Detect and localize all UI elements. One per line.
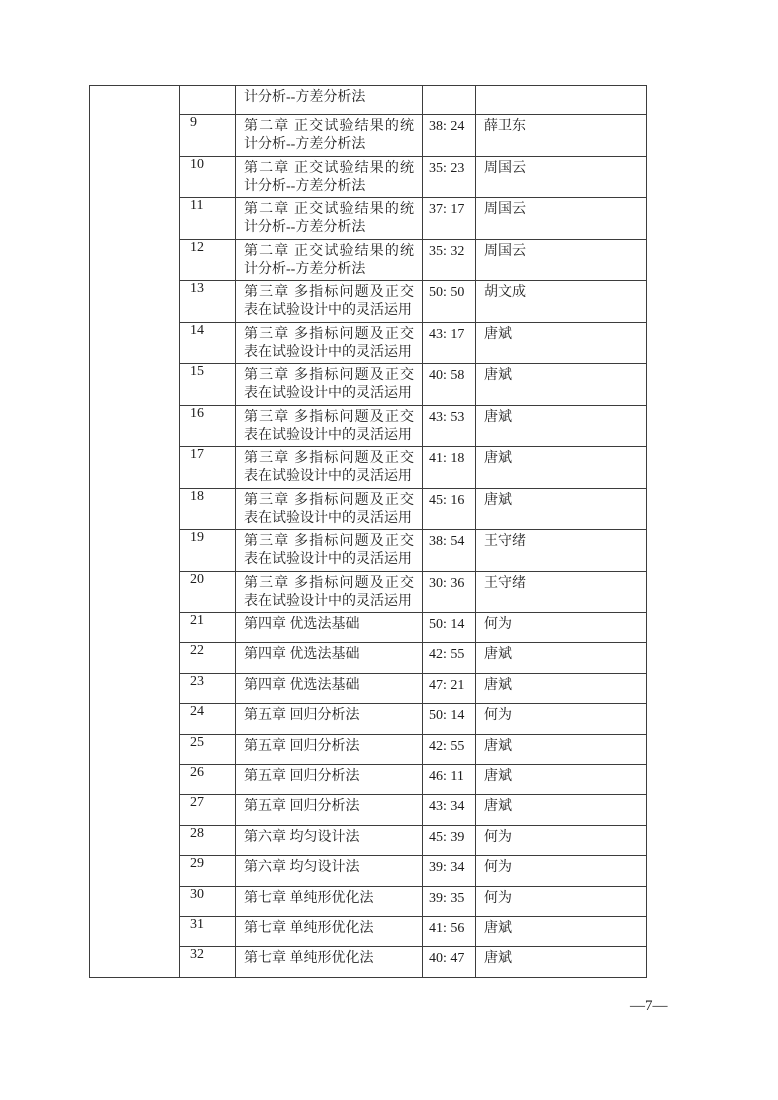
speaker-cell: 唐斌 (476, 673, 647, 703)
title-cell: 第二章 正交试验结果的统计分析--方差分析法 (236, 156, 423, 198)
speaker-cell (476, 86, 647, 115)
speaker-cell: 周国云 (476, 156, 647, 198)
duration-cell: 39: 34 (423, 856, 476, 886)
duration-cell: 35: 23 (423, 156, 476, 198)
row-number-cell: 31 (180, 916, 236, 946)
title-cell: 第三章 多指标问题及正交表在试验设计中的灵活运用 (236, 530, 423, 572)
row-number-cell: 15 (180, 364, 236, 406)
title-cell: 第六章 均匀设计法 (236, 856, 423, 886)
duration-cell: 38: 54 (423, 530, 476, 572)
merged-left-cell (90, 86, 180, 978)
title-cell: 计分析--方差分析法 (236, 86, 423, 115)
row-number-cell: 22 (180, 643, 236, 673)
row-number-cell: 19 (180, 530, 236, 572)
speaker-cell: 唐斌 (476, 488, 647, 530)
row-number-cell: 32 (180, 947, 236, 977)
title-cell: 第三章 多指标问题及正交表在试验设计中的灵活运用 (236, 488, 423, 530)
duration-cell: 50: 14 (423, 704, 476, 734)
title-cell: 第二章 正交试验结果的统计分析--方差分析法 (236, 115, 423, 157)
speaker-cell: 唐斌 (476, 947, 647, 977)
row-number-cell: 29 (180, 856, 236, 886)
title-cell: 第四章 优选法基础 (236, 613, 423, 643)
speaker-cell: 唐斌 (476, 764, 647, 794)
title-cell: 第七章 单纯形优化法 (236, 916, 423, 946)
duration-cell: 46: 11 (423, 764, 476, 794)
title-cell: 第七章 单纯形优化法 (236, 886, 423, 916)
title-cell: 第二章 正交试验结果的统计分析--方差分析法 (236, 198, 423, 240)
speaker-cell: 唐斌 (476, 447, 647, 489)
page-number: —7— (630, 998, 668, 1014)
duration-cell: 30: 36 (423, 571, 476, 613)
row-number-cell: 27 (180, 795, 236, 825)
title-cell: 第二章 正交试验结果的统计分析--方差分析法 (236, 239, 423, 281)
speaker-cell: 唐斌 (476, 405, 647, 447)
duration-cell: 43: 17 (423, 322, 476, 364)
row-number-cell: 17 (180, 447, 236, 489)
speaker-cell: 唐斌 (476, 322, 647, 364)
duration-cell: 42: 55 (423, 643, 476, 673)
title-cell: 第三章 多指标问题及正交表在试验设计中的灵活运用 (236, 571, 423, 613)
title-cell: 第六章 均匀设计法 (236, 825, 423, 855)
title-cell: 第三章 多指标问题及正交表在试验设计中的灵活运用 (236, 447, 423, 489)
speaker-cell: 唐斌 (476, 734, 647, 764)
row-number-cell: 24 (180, 704, 236, 734)
speaker-cell: 唐斌 (476, 364, 647, 406)
duration-cell: 45: 39 (423, 825, 476, 855)
speaker-cell: 胡文成 (476, 281, 647, 323)
row-number-cell: 10 (180, 156, 236, 198)
title-cell: 第三章 多指标问题及正交表在试验设计中的灵活运用 (236, 364, 423, 406)
duration-cell: 45: 16 (423, 488, 476, 530)
title-cell: 第五章 回归分析法 (236, 704, 423, 734)
row-number-cell: 30 (180, 886, 236, 916)
title-cell: 第四章 优选法基础 (236, 673, 423, 703)
title-cell: 第五章 回归分析法 (236, 734, 423, 764)
title-cell: 第七章 单纯形优化法 (236, 947, 423, 977)
lecture-table-container (89, 85, 647, 978)
row-number-cell: 16 (180, 405, 236, 447)
duration-cell: 37: 17 (423, 198, 476, 240)
title-cell: 第三章 多指标问题及正交表在试验设计中的灵活运用 (236, 281, 423, 323)
duration-cell (423, 86, 476, 115)
row-number-cell: 14 (180, 322, 236, 364)
speaker-cell: 何为 (476, 886, 647, 916)
row-number-cell: 9 (180, 115, 236, 157)
title-cell: 第三章 多指标问题及正交表在试验设计中的灵活运用 (236, 405, 423, 447)
speaker-cell: 何为 (476, 825, 647, 855)
row-number-cell: 11 (180, 198, 236, 240)
duration-cell: 50: 50 (423, 281, 476, 323)
speaker-cell: 唐斌 (476, 643, 647, 673)
duration-cell: 41: 56 (423, 916, 476, 946)
speaker-cell: 周国云 (476, 198, 647, 240)
row-number-cell: 25 (180, 734, 236, 764)
speaker-cell: 唐斌 (476, 916, 647, 946)
title-cell: 第三章 多指标问题及正交表在试验设计中的灵活运用 (236, 322, 423, 364)
row-number-cell: 28 (180, 825, 236, 855)
duration-cell: 39: 35 (423, 886, 476, 916)
duration-cell: 43: 53 (423, 405, 476, 447)
duration-cell: 35: 32 (423, 239, 476, 281)
row-number-cell: 26 (180, 764, 236, 794)
duration-cell: 40: 58 (423, 364, 476, 406)
title-cell: 第五章 回归分析法 (236, 795, 423, 825)
speaker-cell: 何为 (476, 704, 647, 734)
speaker-cell: 何为 (476, 613, 647, 643)
speaker-cell: 唐斌 (476, 795, 647, 825)
duration-cell: 42: 55 (423, 734, 476, 764)
row-number-cell: 21 (180, 613, 236, 643)
table-body (90, 86, 647, 978)
row-number-cell: 13 (180, 281, 236, 323)
duration-cell: 38: 24 (423, 115, 476, 157)
duration-cell: 40: 47 (423, 947, 476, 977)
speaker-cell: 周国云 (476, 239, 647, 281)
row-number-cell: 20 (180, 571, 236, 613)
duration-cell: 50: 14 (423, 613, 476, 643)
title-cell: 第四章 优选法基础 (236, 643, 423, 673)
duration-cell: 41: 18 (423, 447, 476, 489)
row-number-cell: 12 (180, 239, 236, 281)
speaker-cell: 王守绪 (476, 571, 647, 613)
duration-cell: 47: 21 (423, 673, 476, 703)
duration-cell: 43: 34 (423, 795, 476, 825)
table-row-continuation (90, 86, 647, 115)
row-number-cell: 23 (180, 673, 236, 703)
title-cell: 第五章 回归分析法 (236, 764, 423, 794)
row-number-cell (180, 86, 236, 115)
speaker-cell: 何为 (476, 856, 647, 886)
lecture-table (89, 85, 647, 978)
speaker-cell: 薛卫东 (476, 115, 647, 157)
row-number-cell: 18 (180, 488, 236, 530)
speaker-cell: 王守绪 (476, 530, 647, 572)
